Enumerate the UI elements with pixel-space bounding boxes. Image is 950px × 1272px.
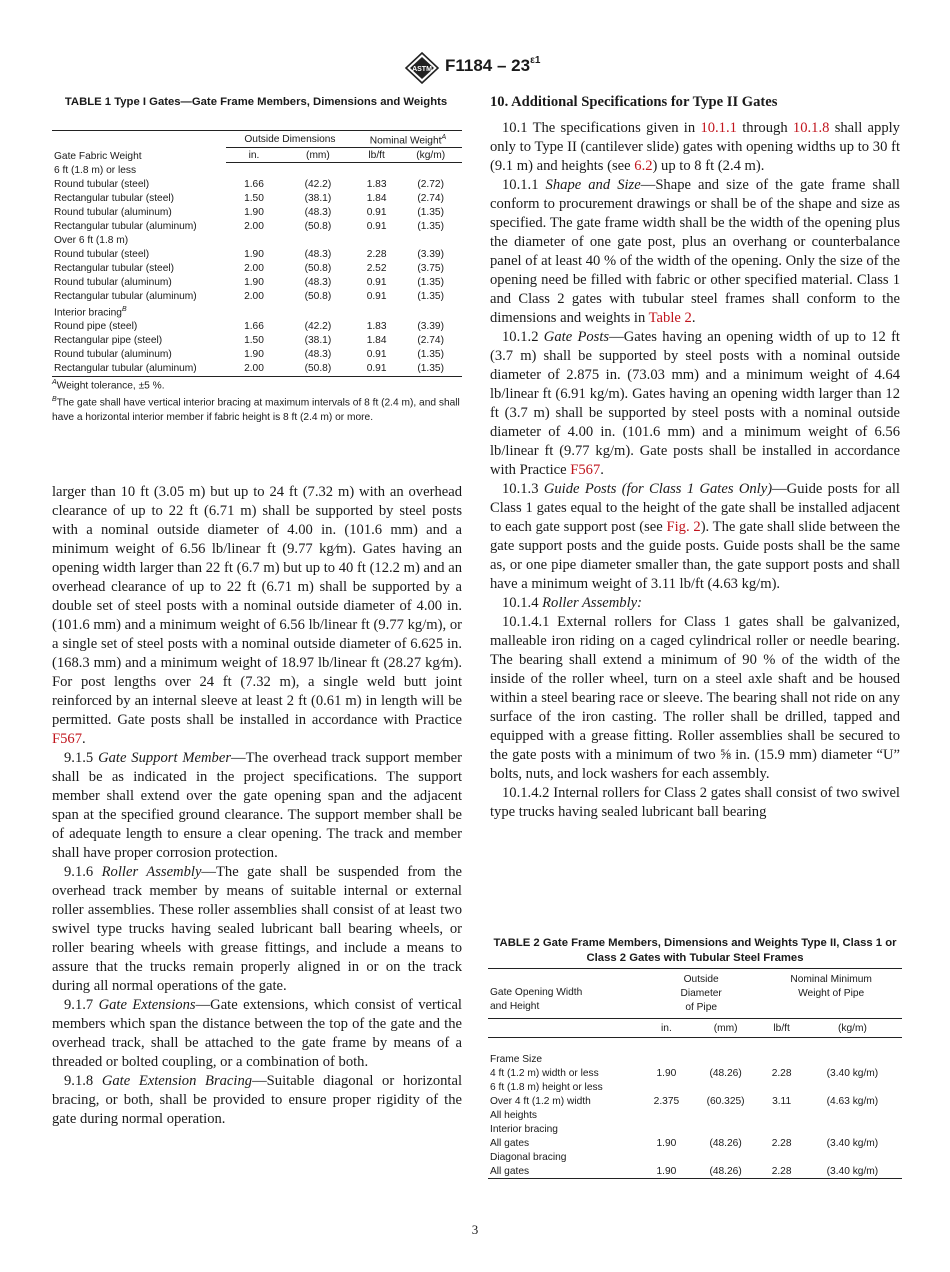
- table1-group-label: 6 ft (1.8 m) or less: [54, 164, 137, 176]
- table1-value-cell: 2.52: [366, 262, 387, 274]
- table1-value-cell: 1.90: [244, 276, 264, 288]
- table2-value-cell: [760, 1108, 803, 1122]
- section-9-1-7: 9.1.7 Gate Extensions—Gate extensions, which consist of vertical members which span the distance between the top of the gate and the overhead track, shall be attached to the gate frame by means of a threaded or bolted coupling, or a combination of both.: [52, 997, 462, 1070]
- table2-label-cell: Diagonal bracing: [490, 1151, 567, 1163]
- table1-group-heading: [52, 163, 462, 178]
- table1-member-cell: Round pipe (steel): [54, 321, 138, 333]
- table2-row: [488, 1122, 902, 1136]
- table1-group-footnote-mark: B: [121, 306, 127, 314]
- table1-value-cell: 1.83: [366, 178, 387, 190]
- table2-value-cell: [642, 1122, 691, 1136]
- table2-value-cell: [803, 1080, 902, 1094]
- section-10-1-1: 10.1.1 Shape and Size—Shape and size of the gate frame shall conform to procurement drawings or shall be of the shape and size as specified. The gate frame width shall be the width of the opening plus the diameter of one gate post, plus an overhang or counterbalance panel of at least 40 % of the width of the opening. Only the size of the opening need be filled with fabric or other specified material. Class 1 and Class 2 gates with tubular steel frames shall conform to the dimensions and weights in Table 2.: [490, 177, 900, 326]
- f567-link[interactable]: F567: [570, 462, 601, 478]
- table1-member-cell: Rectangular tubular (aluminum): [54, 220, 197, 232]
- table1-group-label: Over 6 ft (1.8 m): [54, 234, 129, 246]
- table2-value-cell: [691, 1122, 760, 1136]
- section-10-1-2: 10.1.2 Gate Posts—Gates having an opening width of up to 12 ft (3.7 m) shall be supported by steel posts with a nominal outside diameter of 2.875 in. (73.03 mm) and a minimum weight of 4.64 lb/linear ft (6.91 kg/m). Gates having an opening width larger than 12 ft (3.7 m) shall be supported by steel posts with a nominal outside diameter of 4.00 in. (101.6 mm) and a minimum weight of 6.56 lb/linear ft (9.77 kg/m). Gate posts shall be installed in accordance with Practice F567.: [490, 329, 900, 478]
- table1-footnotes: [52, 376, 464, 425]
- doc-id-superscript: ε1: [530, 55, 541, 66]
- table1-member-cell: Rectangular pipe (steel): [54, 335, 163, 347]
- table2-title: TABLE 2 Gate Frame Members, Dimensions and Weights Type II, Class 1 or Class 2 Gates with Tubular Steel Frames: [493, 937, 897, 964]
- table1-value-cell: 2.28: [366, 248, 387, 260]
- table1-outside-dims-header: Outside Dimensions: [226, 131, 354, 148]
- table1-value-cell: (1.35): [417, 220, 444, 232]
- note-b-text: The gate shall have vertical interior bracing at maximum intervals of 8 ft (2.4 m), and shall have a horizontal interior member if fabric height is 8 ft (2.4 m) or more.: [52, 397, 460, 423]
- table2-value-cell: [803, 1052, 902, 1066]
- table1-value-cell: (3.39): [417, 321, 444, 333]
- table1-value-cell: 1.66: [244, 178, 264, 190]
- logo-text: ASTM: [412, 66, 432, 73]
- note-b-mark: B: [52, 396, 57, 404]
- paragraph-continued: larger than 10 ft (3.05 m) but up to 24 ft (7.32 m) with an overhead clearance of up to 22 ft (6.71 m) shall be supported by steel posts with a nominal outside diameter of 4.00 in. (101.6 mm) and a minimum weight of 6.56 lb/linear ft (9.77 kg⁄m). Gates having an opening width larger than 22 ft (6.7 m) but up to 40 ft (12.2 m) and an overhead clearance of up to 22 ft (6.71 m) shall be supported by a double set of steel posts with a nominal outside diameter of 4.00 in. (101.6 mm) and a minimum weight of 6.56 lb/linear ft (9.77 kg/m), or a single set of steel posts with a nominal outside diameter of 6.625 in. (168.3 mm) and a minimum weight of 18.97 lb/linear ft (28.27 kg⁄m). For post lengths over 24 ft (7.32 m), a single weld butt joint reinforced by an internal sleeve at least 2 ft (0.61 m) in length will be permitted. Gate posts shall be installed in accordance with Practice F567.: [52, 484, 462, 747]
- table2-value-cell: [803, 1108, 902, 1122]
- table2-unit: lb/ft: [760, 1019, 803, 1038]
- table1-value-cell: (3.39): [417, 248, 444, 260]
- table2-value-cell: [642, 1150, 691, 1164]
- note-a-text: Weight tolerance, ±5 %.: [56, 380, 165, 392]
- table2-label-cell: 6 ft (1.8 m) height or less: [490, 1081, 603, 1093]
- table1-value-cell: 1.50: [244, 192, 264, 204]
- table1-group-heading: [52, 303, 462, 319]
- page-number: 3: [471, 1222, 479, 1237]
- table2-value-cell: (60.325): [706, 1095, 745, 1107]
- table1-value-cell: 1.83: [366, 321, 387, 333]
- doc-id-text: F1184 – 23: [445, 56, 531, 75]
- table1-value-cell: 1.84: [366, 192, 387, 204]
- table1-value-cell: (50.8): [304, 290, 332, 302]
- table2-row: [488, 1066, 902, 1080]
- table1-row: [52, 348, 462, 362]
- table1-value-cell: (2.72): [417, 178, 444, 190]
- table1-unit: (mm): [282, 148, 354, 163]
- table1-row: [52, 177, 462, 191]
- table2-unit: in.: [642, 1019, 691, 1038]
- table2-value-cell: [642, 1080, 691, 1094]
- table1-row: [52, 334, 462, 348]
- table1-group-heading: [52, 233, 462, 247]
- table1-value-cell: (48.3): [304, 248, 332, 260]
- table2-value-cell: (3.40 kg/m): [826, 1137, 879, 1149]
- table2-value-cell: [691, 1108, 760, 1122]
- table2-value-cell: 1.90: [642, 1164, 691, 1179]
- f567-link[interactable]: F567: [52, 731, 83, 747]
- table1-value-cell: 0.91: [366, 276, 387, 288]
- section-10-1-3: 10.1.3 Guide Posts (for Class 1 Gates Only)—Guide posts for all Class 1 gates equal to the height of the gate shall be installed adjacent to each gate support post (see Fig. 2). The gate shall slide between the gate support posts and the guide posts. Guide posts shall be the same as, or one pipe diameter smaller than, the gate support posts and shall have a minimum weight of 3.11 lb/ft (4.63 kg/m).: [490, 481, 901, 592]
- section-10-1-4-1: 10.1.4.1 External rollers for Class 1 gates shall be galvanized, malleable iron riding on a caged cylindrical roller or needle bearing. The bearing shall extend a minimum of 90 % of the width of the inside of the roller wheel, turn on a steel axle shaft and be housed within a steel bearing race or sleeve. The bearing shall not ride on any surface of the iron casting. The roller shall be drilled, tapped and equipped with a grease fitting. Roller assemblies shall be secured to the gate posts with a minimum of two ⅝ in. (15.9 mm) diameter “U” bolts, nuts, and lock washers for each assembly.: [490, 614, 900, 782]
- table1-value-cell: (48.3): [304, 276, 332, 288]
- table1-member-cell: Round tubular (aluminum): [54, 276, 172, 288]
- table2-label-cell: All gates: [490, 1137, 530, 1149]
- table1-row: [52, 219, 462, 233]
- table2-value-cell: [803, 1150, 902, 1164]
- table2-outside-header-2: Diameter: [680, 987, 722, 999]
- table1-row: [52, 205, 462, 219]
- table1-value-cell: 1.84: [366, 335, 387, 347]
- table2-value-cell: [760, 1080, 803, 1094]
- table2-value-cell: 2.28: [771, 1067, 792, 1079]
- table1-note-a: [52, 376, 464, 393]
- table2-nominal-header-2: Weight of Pipe: [798, 987, 865, 999]
- link-10-1-1[interactable]: 10.1.1: [700, 120, 737, 136]
- table1-value-cell: 2.00: [244, 220, 264, 232]
- table1-value-cell: 0.91: [366, 220, 387, 232]
- table2: [488, 968, 902, 1179]
- table2-value-cell: [691, 1052, 760, 1066]
- table2-value-cell: [691, 1080, 760, 1094]
- table1-nominal-weight-header: [354, 131, 462, 148]
- table1-value-cell: 0.91: [366, 290, 387, 302]
- table2-value-cell: (3.40 kg/m): [803, 1164, 902, 1179]
- table1-nominal-weight-footnote: A: [441, 134, 447, 141]
- table2-label-cell: Interior bracing: [490, 1123, 558, 1135]
- document-designation: [445, 55, 540, 76]
- table2-value-cell: [760, 1122, 803, 1136]
- table1-value-cell: 2.00: [226, 362, 282, 377]
- table1-value-cell: (50.8): [282, 362, 354, 377]
- table2-nominal-header-1: Nominal Minimum: [760, 969, 902, 987]
- table2-row: [488, 1164, 902, 1179]
- table1-value-cell: (1.35): [417, 276, 444, 288]
- table2-row: [488, 1136, 902, 1150]
- table1-value-cell: (48.3): [304, 349, 332, 361]
- table2-unit: (kg/m): [803, 1019, 902, 1038]
- table1-unit: (kg/m): [399, 148, 462, 163]
- table2-value-cell: (4.63 kg/m): [826, 1095, 879, 1107]
- table1-value-cell: (2.74): [417, 335, 444, 347]
- table1-row: [52, 247, 462, 261]
- table2-col-label: Gate Opening Width and Height: [488, 969, 642, 1019]
- table1-value-cell: (2.74): [417, 192, 444, 204]
- table1-unit: in.: [226, 148, 282, 163]
- table2-value-cell: 2.375: [653, 1095, 680, 1107]
- table1-value-cell: (3.75): [417, 262, 444, 274]
- table1-value-cell: 0.91: [366, 206, 387, 218]
- table2-value-cell: 2.28: [771, 1137, 792, 1149]
- table2-value-cell: [642, 1052, 691, 1066]
- table1-member-cell: Round tubular (aluminum): [54, 206, 172, 218]
- table1-member-cell: Round tubular (steel): [54, 178, 150, 190]
- astm-logo-icon: [404, 52, 440, 84]
- section-10-heading: 10. Additional Specifications for Type II Gates: [490, 94, 778, 110]
- table1-group-label: Interior bracing$^B$: [54, 306, 127, 319]
- table2-outside-header-3: of Pipe: [685, 1001, 718, 1013]
- table1-value-cell: (50.8): [304, 262, 332, 274]
- table1-member-cell: Round tubular (aluminum): [54, 349, 172, 361]
- table1-value-cell: (1.35): [399, 362, 462, 377]
- table1: [52, 130, 462, 377]
- table1-value-cell: 0.91: [354, 362, 399, 377]
- table2-link[interactable]: Table 2: [648, 310, 692, 326]
- table2-value-cell: (48.26): [691, 1164, 760, 1179]
- table1-value-cell: (1.35): [417, 290, 444, 302]
- table1-row: [52, 261, 462, 275]
- table1-value-cell: 1.50: [244, 335, 264, 347]
- table2-value-cell: 1.90: [656, 1137, 677, 1149]
- table1-unit: lb/ft: [354, 148, 399, 163]
- table2-outside-header-1: Outside: [642, 969, 760, 987]
- table1-value-cell: (38.1): [304, 335, 332, 347]
- table1-row: [52, 289, 462, 303]
- table2-label-cell: Frame Size: [490, 1053, 543, 1065]
- section-9-1-5: 9.1.5 Gate Support Member—The overhead track support member shall be as indicated in the project specifications. The support member shall extend over the gate opening span and the adjacent span at the specified ground clearance. The support member shall be of adequate length to ensure a clear opening. The track and member shall have proper corrosion protection.: [52, 750, 462, 861]
- table1-col-label: Gate Fabric Weight: [52, 131, 226, 163]
- table1-value-cell: 0.91: [366, 349, 387, 361]
- table2-label-cell: 4 ft (1.2 m) width or less: [490, 1067, 599, 1079]
- section-10-1-4: 10.1.4 Roller Assembly:: [502, 595, 642, 611]
- table1-value-cell: (38.1): [304, 192, 332, 204]
- table1-value-cell: 2.00: [244, 290, 264, 302]
- table2-unit: (mm): [691, 1019, 760, 1038]
- table1-member-cell: Rectangular tubular (aluminum): [52, 362, 226, 377]
- table2-value-cell: 2.28: [760, 1164, 803, 1179]
- table1-title: TABLE 1 Type I Gates—Gate Frame Members, Dimensions and Weights: [64, 96, 448, 108]
- table1-member-cell: Rectangular tubular (aluminum): [54, 290, 197, 302]
- table2-value-cell: 1.90: [656, 1067, 677, 1079]
- section-9-1-6: 9.1.6 Roller Assembly—The gate shall be suspended from the overhead track member by means of suitable internal or external roller assemblies. These roller assemblies shall consist of at least two swivel type trucks having sealed lubricant ball bearing wheels, or roller bearing wheels with grease fittings, and include a means to assure that the trucks remain properly aligned in or on the track during all normal operations of the gate.: [52, 864, 463, 994]
- table2-value-cell: [760, 1150, 803, 1164]
- table2-row: [488, 1108, 902, 1122]
- table2-value-cell: 3.11: [772, 1095, 792, 1107]
- table1-note-b: [52, 393, 464, 424]
- table1-value-cell: (1.35): [417, 206, 444, 218]
- section-9-1-8: 9.1.8 Gate Extension Bracing—Suitable diagonal or horizontal bracing, or both, shall be provided to ensure proper rigidity of the gate during normal operation.: [52, 1073, 463, 1127]
- table2-row: [488, 1094, 902, 1108]
- table1-member-cell: Round tubular (steel): [54, 248, 150, 260]
- table2-row: [488, 1052, 902, 1066]
- section-10-1: 10.1 The specifications given in 10.1.1 through 10.1.8 shall apply only to Type II (cantilever slide) gates with opening widths up to 30 ft (9.1 m) and heights (see 6.2) up to 8 ft (2.4 m).: [490, 120, 900, 174]
- table1-row: [52, 320, 462, 334]
- table1-value-cell: (42.2): [304, 321, 332, 333]
- table2-value-cell: (48.26): [709, 1067, 742, 1079]
- table1-value-cell: 1.90: [244, 206, 264, 218]
- link-6-2[interactable]: 6.2: [634, 158, 653, 174]
- table1-value-cell: 1.90: [244, 248, 264, 260]
- left-column-text: [52, 483, 462, 1129]
- right-column-text: [490, 119, 900, 822]
- table1-value-cell: (42.2): [304, 178, 332, 190]
- table1-row: [52, 275, 462, 289]
- table1-value-cell: (50.8): [304, 220, 332, 232]
- note-a-mark: A: [52, 379, 57, 386]
- table1-row: [52, 362, 462, 377]
- table1-value-cell: (1.35): [417, 349, 444, 361]
- page-header: [0, 52, 950, 86]
- section-10-1-4-2: 10.1.4.2 Internal rollers for Class 2 gates shall consist of two swivel type trucks having sealed lubricant ball bearing: [490, 785, 900, 820]
- table2-label-cell: All gates: [488, 1164, 642, 1179]
- table2-row: [488, 1150, 902, 1164]
- table1-value-cell: 1.90: [244, 349, 264, 361]
- table2-row: [488, 1080, 902, 1094]
- table1-nominal-weight-label: Nominal Weight: [369, 135, 442, 147]
- table2-value-cell: (3.40 kg/m): [826, 1067, 879, 1079]
- table1-value-cell: 1.66: [244, 321, 264, 333]
- table2-value-cell: [691, 1150, 760, 1164]
- table1-value-cell: 2.00: [244, 262, 264, 274]
- link-10-1-8[interactable]: 10.1.8: [792, 120, 830, 136]
- table2-value-cell: [803, 1122, 902, 1136]
- table2-value-cell: (48.26): [709, 1137, 742, 1149]
- table2-value-cell: [760, 1052, 803, 1066]
- fig2-link[interactable]: Fig. 2: [666, 519, 701, 535]
- table1-member-cell: Rectangular tubular (steel): [54, 262, 175, 274]
- table1-row: [52, 191, 462, 205]
- table2-value-cell: [642, 1108, 691, 1122]
- table1-value-cell: (48.3): [304, 206, 332, 218]
- table2-label-cell: All heights: [490, 1109, 538, 1121]
- table2-label-cell: Over 4 ft (1.2 m) width: [490, 1095, 591, 1107]
- table1-member-cell: Rectangular tubular (steel): [54, 192, 175, 204]
